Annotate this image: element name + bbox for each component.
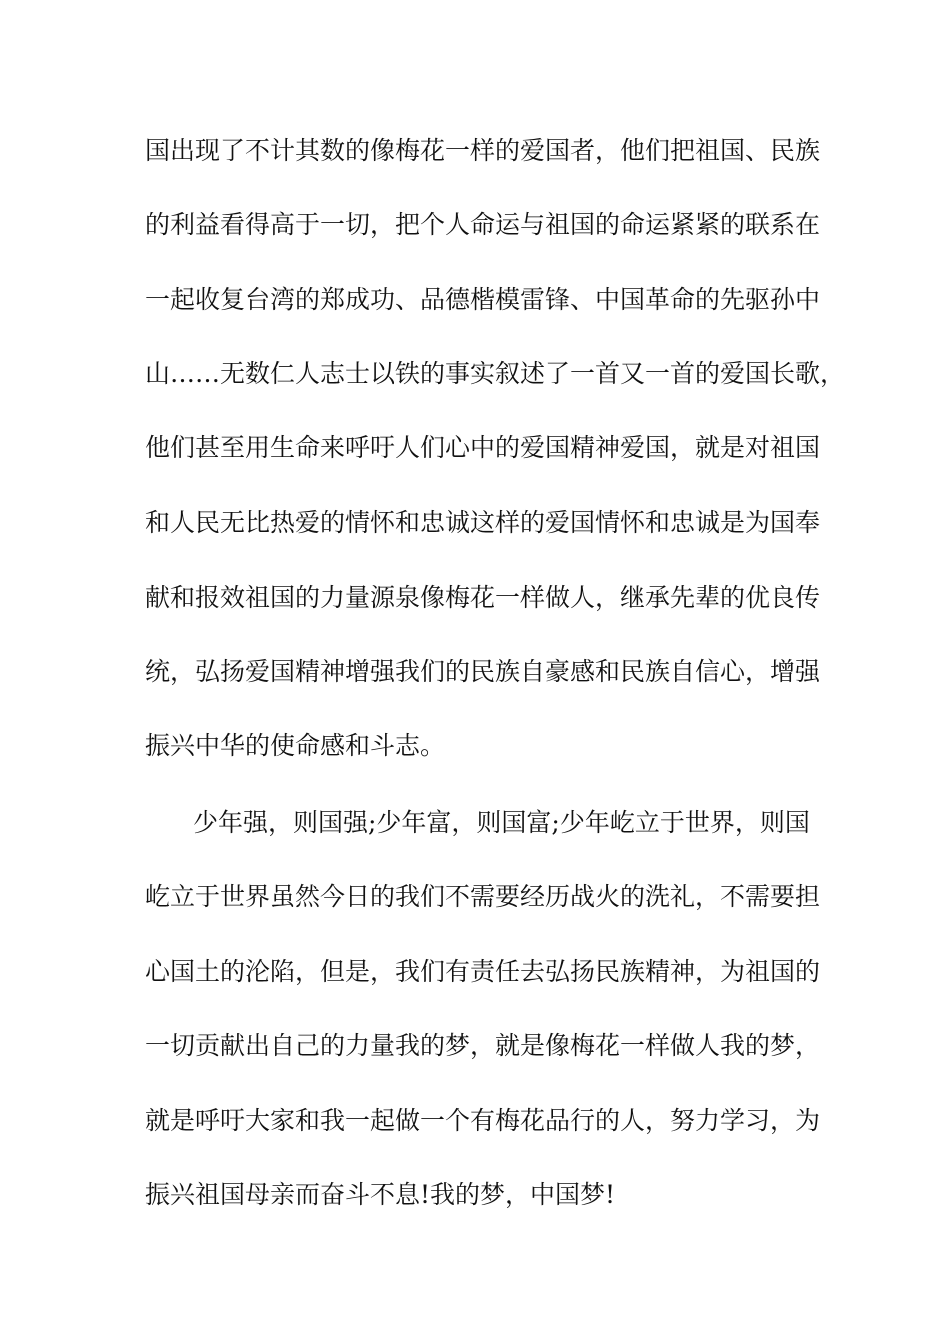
text-line: 国出现了不计其数的像梅花一样的爱国者，他们把祖国、民族 — [145, 136, 821, 165]
text-line: 一切贡献出自己的力量我的梦，就是像梅花一样做人我的梦， — [145, 1031, 821, 1060]
text-line: 少年强，则国强;少年富，则国富;少年屹立于世界，则国 — [193, 808, 810, 837]
text-line: 振兴中华的使命感和斗志。 — [145, 731, 446, 760]
text-line: 统，弘扬爱国精神增强我们的民族自豪感和民族自信心，增强 — [145, 657, 821, 686]
text-line: 屹立于世界虽然今日的我们不需要经历战火的洗礼，不需要担 — [145, 882, 821, 911]
text-line: 和人民无比热爱的情怀和忠诚这样的爱国情怀和忠诚是为国奉 — [145, 508, 821, 537]
text-line: 振兴祖国母亲而奋斗不息!我的梦，中国梦! — [145, 1180, 616, 1209]
text-line: 一起收复台湾的郑成功、品德楷模雷锋、中国革命的先驱孙中 — [145, 285, 821, 314]
text-line: 心国土的沦陷，但是，我们有责任去弘扬民族精神，为祖国的 — [145, 957, 821, 986]
text-line: 他们甚至用生命来呼吁人们心中的爱国精神爱国，就是对祖国 — [145, 433, 821, 462]
text-line: 山……无数仁人志士以铁的事实叙述了一首又一首的爱国长歌， — [145, 359, 846, 388]
text-line: 的利益看得高于一切，把个人命运与祖国的命运紧紧的联系在 — [145, 210, 821, 239]
text-line: 献和报效祖国的力量源泉像梅花一样做人，继承先辈的优良传 — [145, 583, 821, 612]
text-line: 就是呼吁大家和我一起做一个有梅花品行的人，努力学习，为 — [145, 1106, 821, 1135]
